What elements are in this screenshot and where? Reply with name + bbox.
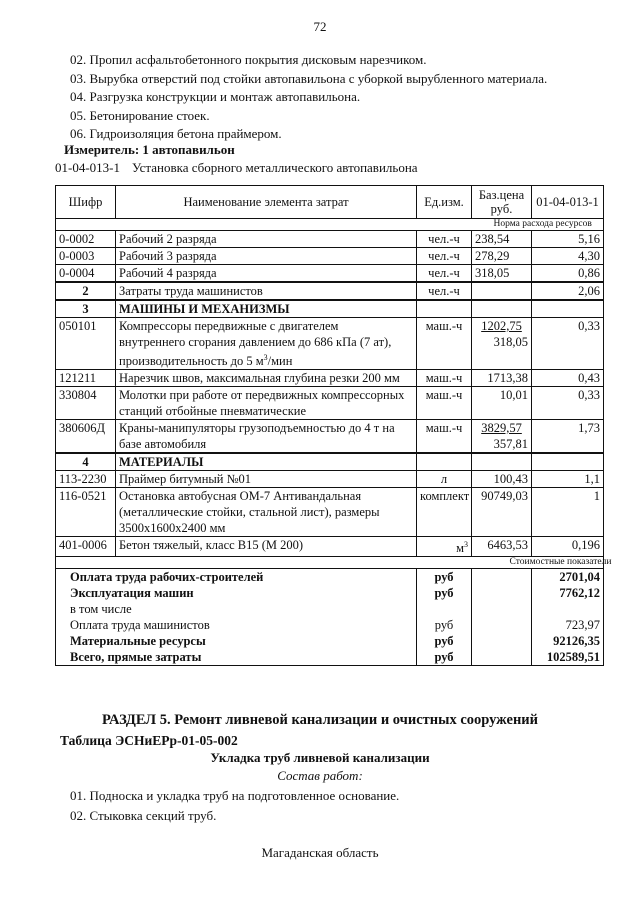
table-row: 401-0006 Бетон тяжелый, класс В15 (М 200) $м^3$ 6463,53 0,196 (56, 537, 604, 557)
table-header-row (56, 186, 604, 219)
page-number: 72 (313, 19, 327, 34)
cost-label-row (56, 557, 604, 569)
cost-label: Стоимостные показатели (509, 557, 612, 568)
table-label: Таблица ЭСНиЕРр-01-05-002 (60, 733, 238, 748)
total-row: в том числе (56, 601, 604, 617)
table-row: 116-0521 Остановка автобусная ОМ-7 Антивандальная (металлические стойки, стальной лист), размеры 3500х1600х2400 мм комплект 90749,03 1 (56, 488, 604, 537)
composition-label: Состав работ: (277, 768, 363, 783)
total-row: Оплата труда машинистов руб 723,97 (56, 617, 604, 633)
work-list (70, 51, 547, 144)
subsection-title: Укладка труб ливневой канализации (210, 750, 430, 765)
list-item: 05. Бетонирование стоек. (70, 107, 210, 123)
footer: Магаданская область (261, 845, 379, 860)
section-title: РАЗДЕЛ 5. Ремонт ливневой канализации и очистных сооружений (101, 712, 539, 728)
table-row: 050101 Компрессоры передвижные с двигателем внутреннего сгорания давлением до 686 кПа (7 ат), производительность до 5 $м^3$/мин маш.-ч 1202,75 318,05 0,33 (56, 318, 604, 370)
code-title: Установка сборного металлического автопавильона (132, 160, 418, 175)
table-row: 0-0002 Рабочий 2 разряда чел.-ч 238,54 5,16 (56, 231, 604, 248)
total-row: Всего, прямые затраты руб 102589,51 (56, 649, 604, 666)
list-item: 01. Подноска и укладка труб на подготовленное основание. (70, 788, 400, 803)
list-item: 03. Вырубка отверстий под стойки автопавильона с уборкой вырубленного материала. (70, 70, 548, 86)
list-item: 02. Стыковка секций труб. (70, 808, 217, 823)
table-row: 0-0004 Рабочий 4 разряда чел.-ч 318,05 0,86 (56, 265, 604, 283)
code-line (55, 160, 418, 176)
work-list-2 (70, 786, 399, 826)
header-norm: 01-04-013-1 (532, 186, 604, 219)
list-item: 02. Пропил асфальтобетонного покрытия дисковым нарезчиком. (70, 52, 427, 67)
section-row: 3 МАШИНЫ И МЕХАНИЗМЫ (56, 300, 604, 318)
total-row: Материальные ресурсы руб 92126,35 (56, 633, 604, 649)
total-row: Эксплуатация машин руб 7762,12 (56, 585, 604, 601)
table-row: 0-0003 Рабочий 3 разряда чел.-ч 278,29 4,30 (56, 248, 604, 265)
header-price: Баз.цена руб. (472, 186, 532, 219)
norm-label-row (56, 219, 604, 231)
section-row: 4 МАТЕРИАЛЫ (56, 453, 604, 471)
table-row: 2 Затраты труда машинистов чел.-ч 2,06 (56, 282, 604, 300)
list-item: 06. Гидроизоляция бетона праймером. (70, 126, 282, 141)
header-unit: Ед.изм. (417, 186, 472, 219)
resource-table (55, 185, 612, 666)
header-name: Наименование элемента затрат (116, 186, 417, 219)
table-row: 113-2230 Праймер битумный №01 л 100,43 1,1 (56, 471, 604, 488)
header-code: Шифр (56, 186, 116, 219)
table-row: 121211 Нарезчик швов, максимальная глубина резки 200 мм маш.-ч 1713,38 0,43 (56, 370, 604, 387)
table-row: 380606Д Краны-манипуляторы грузоподъемностью до 4 т на базе автомобиля маш.-ч 3829,57 357,81 1,73 (56, 420, 604, 454)
list-item: 04. Разгрузка конструкции и монтаж автопавильона. (70, 89, 361, 104)
table-row: 330804 Молотки при работе от передвижных компрессорных станций отбойные пневматические маш.-ч 10,01 0,33 (56, 387, 604, 420)
code: 01-04-013-1 (55, 160, 120, 175)
meter-label: Измеритель: 1 автопавильон (64, 142, 235, 157)
total-row: Оплата труда рабочих-строителей руб 2701,04 (56, 569, 604, 586)
norm-label: Норма расхода ресурсов (532, 219, 604, 231)
